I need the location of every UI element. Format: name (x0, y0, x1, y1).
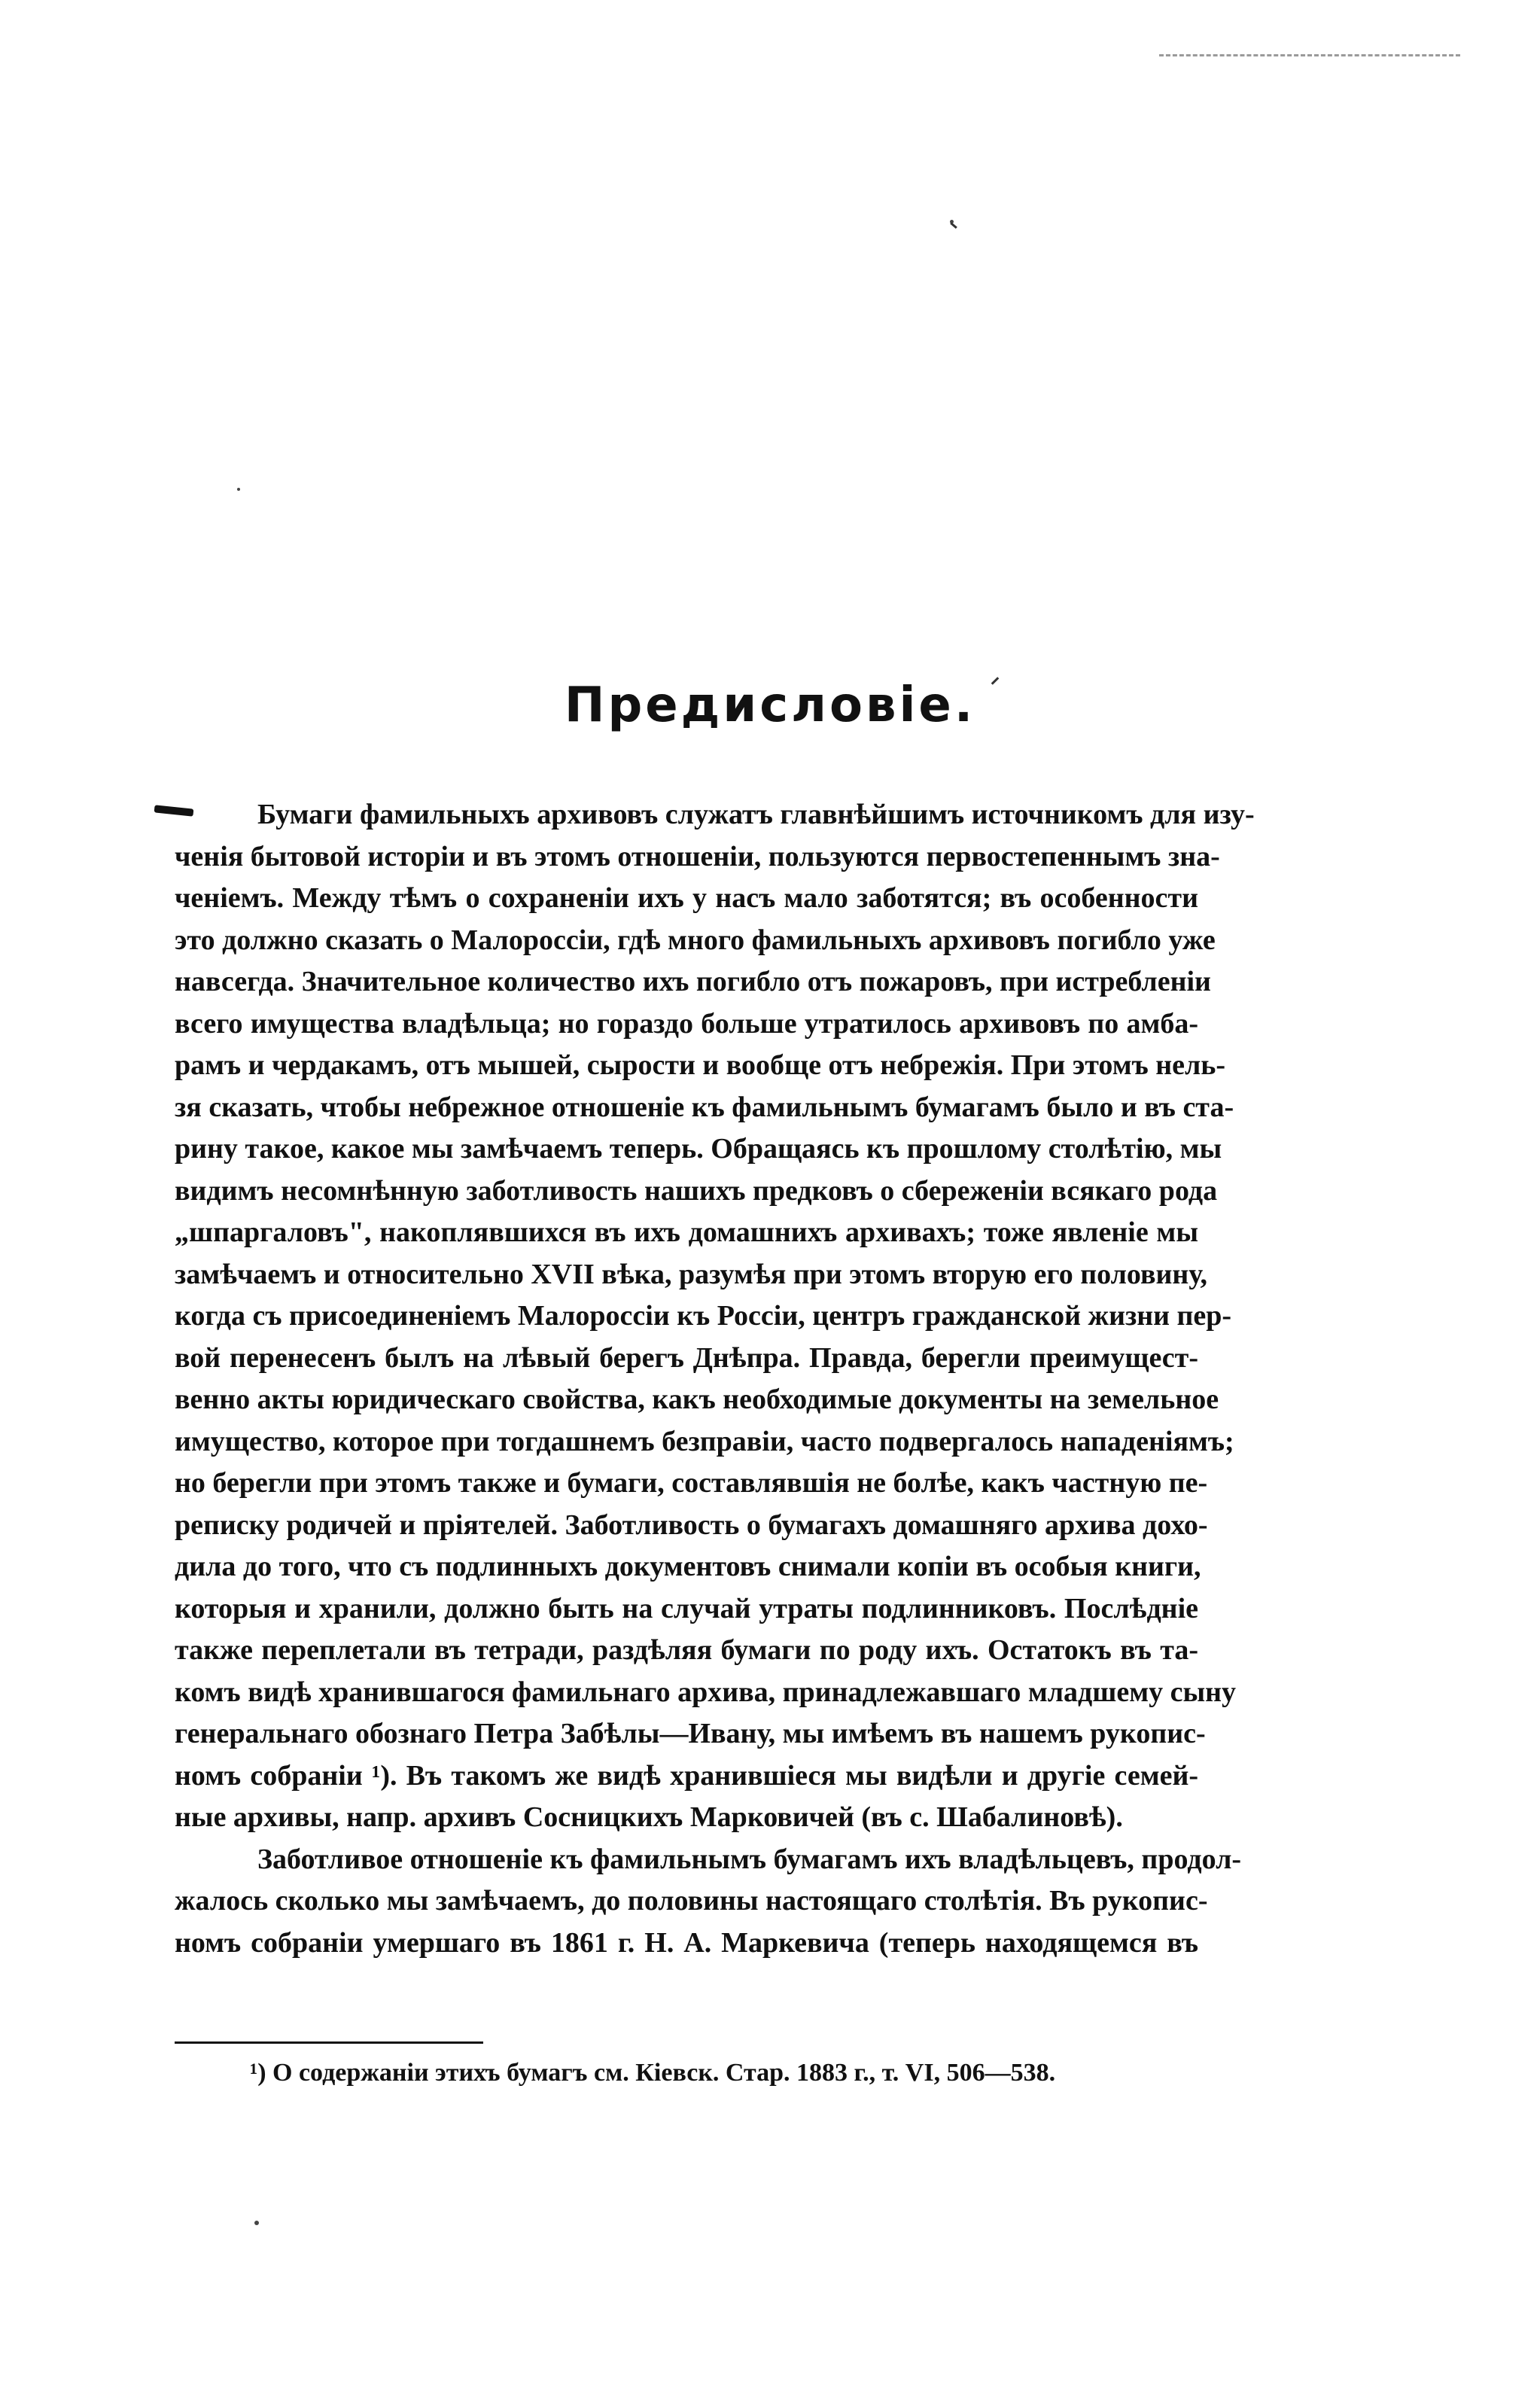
footnote-divider (175, 2041, 483, 2044)
text-line: „шпаргаловъ", накоплявшихся въ ихъ домашнихъ архивахъ; тоже явленіе мы (175, 1216, 1198, 1248)
text-line: венно акты юридическаго свойства, какъ необходимые документы на земельное (175, 1384, 1219, 1415)
text-line: жалось сколько мы замѣчаемъ, до половины настоящаго столѣтія. Въ рукопис- (175, 1885, 1208, 1917)
text-line: Заботливое отношеніе къ фамильнымъ бумагамъ ихъ владѣльцевъ, продол- (257, 1843, 1242, 1875)
footnote: ¹) О содержаніи этихъ бумагъ см. Кіевск. Стар. 1883 г., т. VI, 506—538. (250, 2059, 1056, 2087)
text-line: генеральнаго обознаго Петра Забѣлы—Ивану, мы имѣемъ въ нашемъ рукопис- (175, 1718, 1206, 1749)
text-line: но берегли при этомъ также и бумаги, составлявшія не болѣе, какъ частную пе- (175, 1467, 1208, 1499)
text-line: зя сказать, чтобы небрежное отношеніе къ фамильнымъ бумагамъ было и въ ста- (175, 1091, 1234, 1123)
text-line: номъ собраніи умершаго въ 1861 г. Н. А. Маркевича (теперь находящемся въ (175, 1926, 1198, 1959)
text-line: номъ собраніи ¹). Въ такомъ же видѣ хранившіеся мы видѣли и другіе семей- (175, 1759, 1198, 1792)
text-line: имущество, которое при тогдашнемъ безправіи, часто подвергалось нападеніямъ; (175, 1425, 1234, 1457)
text-line: замѣчаемъ и относительно XVII вѣка, разумѣя при этомъ вторую его половину, (175, 1258, 1207, 1290)
text-line: навсегда. Значительное количество ихъ погибло отъ пожаровъ, при истребленіи (175, 966, 1211, 997)
scan-stroke (950, 222, 957, 229)
text-line: также переплетали въ тетради, раздѣляя бумаги по роду ихъ. Остатокъ въ та- (175, 1634, 1198, 1666)
body-text (175, 794, 1255, 1964)
text-line: реписку родичей и пріятелей. Заботливость о бумагахъ домашняго архива дохо- (175, 1509, 1208, 1541)
text-line: вой перенесенъ былъ на лѣвый берегъ Днѣпра. Правда, берегли преимущест- (175, 1341, 1198, 1374)
text-line: видимъ несомнѣнную заботливость нашихъ предковъ о сбереженіи всякаго рода (175, 1174, 1218, 1207)
text-line: Бумаги фамильныхъ архивовъ служатъ главнѣйшимъ источникомъ для изу- (257, 799, 1255, 830)
text-line: комъ видѣ хранившагося фамильнаго архива, принадлежавшаго младшему сыну (175, 1676, 1237, 1708)
text-line: это должно сказать о Малороссіи, гдѣ много фамильныхъ архивовъ погибло уже (175, 924, 1216, 956)
text-line: всего имущества владѣльца; но гораздо больше утратилось архивовъ по амба- (175, 1007, 1198, 1040)
scan-speck (237, 488, 240, 491)
text-line: ные архивы, напр. архивъ Сосницкихъ Марковичей (въ с. Шабалиновѣ). (175, 1801, 1123, 1833)
text-line: рамъ и чердакамъ, отъ мышей, сырости и вообще отъ небрежія. При этомъ нель- (175, 1049, 1226, 1081)
page-title: Предисловіе. (564, 677, 976, 733)
text-line: дила до того, что съ подлинныхъ документовъ снимали копіи въ особыя книги, (175, 1551, 1201, 1582)
text-line: ченія бытовой исторіи и въ этомъ отношеніи, пользуются первостепеннымъ зна- (175, 840, 1220, 872)
text-line: которыя и хранили, должно быть на случай утраты подлинниковъ. Послѣдніе (175, 1592, 1198, 1624)
text-line: ченіемъ. Между тѣмъ о сохраненіи ихъ у насъ мало заботятся; въ особенности (175, 882, 1198, 914)
text-line: рину такое, какое мы замѣчаемъ теперь. Обращаясь къ прошлому столѣтію, мы (175, 1133, 1222, 1165)
text-line: когда съ присоединеніемъ Малороссіи къ Россіи, центръ гражданской жизни пер- (175, 1300, 1232, 1332)
scan-speck (254, 2221, 259, 2225)
scan-artifact-rule (1159, 54, 1460, 56)
